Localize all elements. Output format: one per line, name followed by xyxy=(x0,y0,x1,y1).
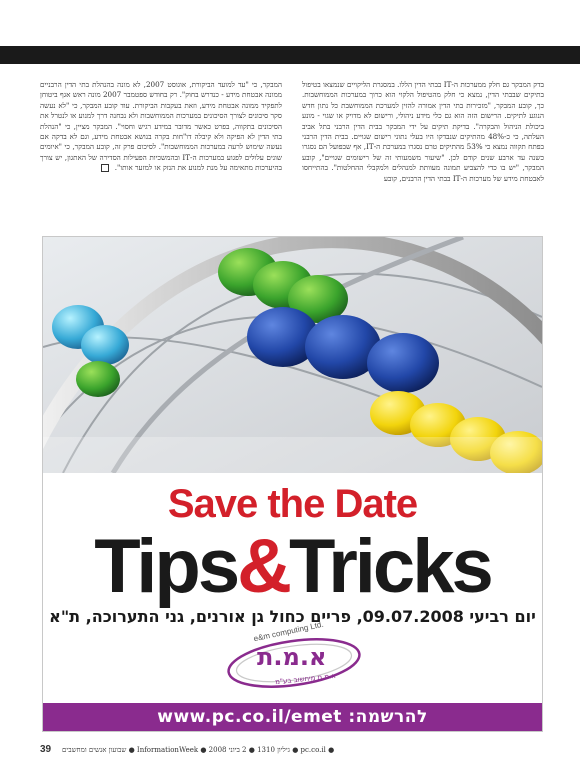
article-text-right: בדק המבקר גם חלק ממערכות ה-IT בבתי הדין הללו. במסגרת הליקויים שנמצאו בטיפול בתיקים שבבתי הדין, נמצא כי חלק מהטיפול הלקוי הוא כרוך במערכות הממוחשבות. כך, קובע המבקר, "מזכירות בתי הדין אמורה להזין למערכת הממוחשבת כל נתון חדש הנוגע לתיקים. הרישום הזה הוא גם כלי מידע ניהולי, ורישום לא מדויק או שגוי - מונע ביכולת הניהול והבקרה". בדיקת תיקים על ידי המבקר בבית הדין הרבני בתל אביב העלתה, כי כ-48% מהתיקים שנבדקו היו בעלי נתוני רישום שגויים. בבית הדין הרבני בפתח תקווה נמצא כי 53% מהתיקים טרם נסגרו במערכת ה-IT, אף שבפועל הם נסגרו כשנה עד ארבע שנים קודם לכן. "שיעור משמעותי זה של רישומים שגויים", קובע המבקר, "יש בו כדי להצביע תמונה מעוותת למנהלים ולמקבלי ההחלטות". בהתייחסו לאבטחת מידע של מערכות ה-IT בבתי הדין הרבנים, קובע xyxy=(302,80,544,183)
logo-hebrew-text: א.מ.ת xyxy=(257,643,327,671)
top-black-bar xyxy=(0,46,580,64)
event-details: יום רביעי 09.07.2008, פריים כחול גן אורנים, גני התערוכה, ת"א xyxy=(49,607,536,626)
ampersand: & xyxy=(237,524,289,609)
article-end-icon xyxy=(101,164,109,172)
logo-subtitle: א.מ.ת מיחשוב בע"מ xyxy=(274,671,337,687)
tips-word: Tips xyxy=(94,524,238,609)
article-column-right xyxy=(302,80,544,235)
registration-bar[interactable] xyxy=(43,703,542,731)
article-text-left: המבקר, כי "עד למועד הביקורת, אוגוסט 2007, לא מונה בהנהלת בתי הדין הרבניים ממונה אבטחת מידע - כנדרש בחוק". רק בחודש ספטמבר 2007 מונה ראש אגף ביטוחן לתפקיד ממונה אבטחת מידע, וזאת בעקבות הביקורת. עוד קובע המבקר, כי "לא נעשה סקר סיכונים לצורך הסיכונים במערכות הממוחשבות ולא נבחנה דרך למנוע או לנטרל את הסיכונים בתקווה, בפרט כאשר מדובר במידע רגיש וחסוי". המבקר מציין, כי "הנהלת בתי הדין לא הפיקה ולא קיבלה דו"חות בקרה בנושא אבטחת מידע, וגם לא בדקה אם נעשה שימוש לרעה במערכות הממוחשבות". לסיכום פרק זה, קובע המבקר, כי "איומים שונים עלולים לפגוע במערכות ה-IT ובהמשכיות הפעילות הסדירה של האתגון, יש צורך בהיערכות מתאימה על מנת למנוע את הנזק או למזער אותו". xyxy=(40,80,282,173)
footer-publication-text: שבועון אנשים ומחשבים ● InformationWeek ● גיליון 1310 ● 2 ביוני 2008 ● pc.co.il ● xyxy=(62,746,335,754)
logo-english-text: e&m computing Ltd. xyxy=(252,619,325,644)
advertisement[interactable] xyxy=(42,236,543,732)
page-number: 39 xyxy=(40,744,52,755)
tips-and-tricks-title xyxy=(43,524,542,609)
emet-logo xyxy=(219,619,369,695)
page-footer xyxy=(40,745,540,759)
article-column-left xyxy=(40,80,282,235)
registration-link[interactable]: www.pc.co.il/emet :להרשמה xyxy=(157,707,428,727)
tricks-word: Tricks xyxy=(289,524,491,609)
save-the-date-heading: Save the Date xyxy=(167,482,418,526)
abacus-image xyxy=(43,237,542,473)
